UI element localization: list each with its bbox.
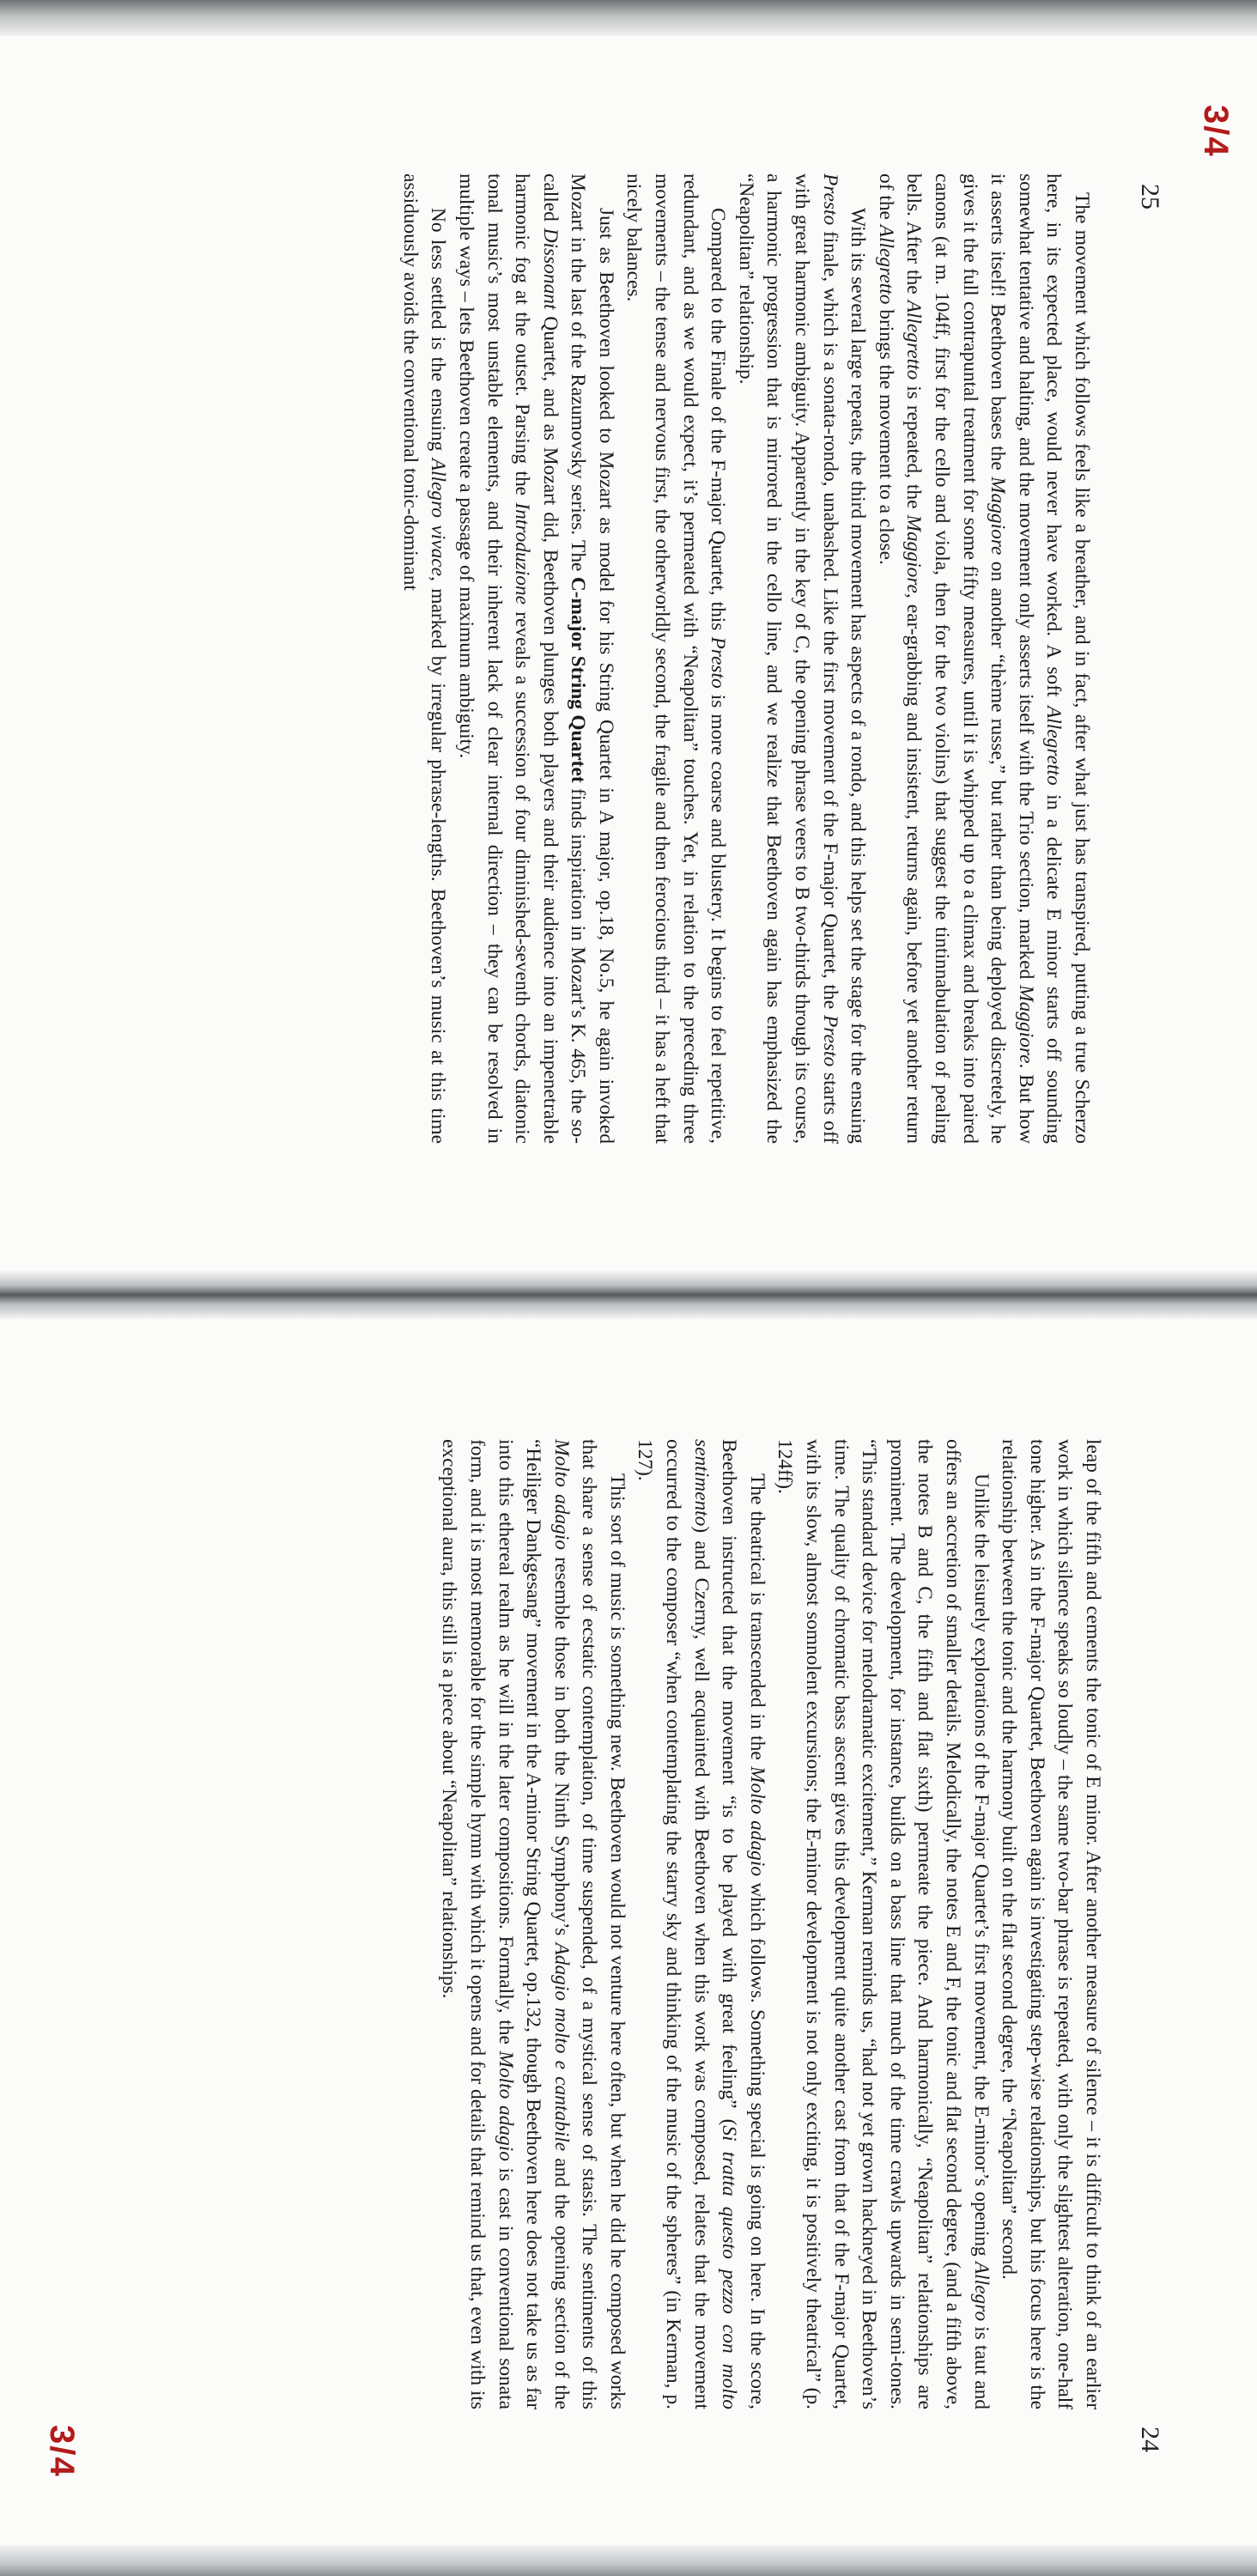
page-24-content [0,1319,1257,2545]
page-number: 25 [1136,184,1164,210]
italic-term: Si tratta questo pezzo con molto sentimento [689,1439,741,2410]
italic-term: Allegretto [902,300,926,380]
italic-term: Maggiore [987,477,1010,556]
italic-term: Allegro vivace [427,458,450,577]
paragraph: leap of the fifth and cements the tonic of E minor. After another measure of silence – it is difficult to think of an earlier work in which silence speaks so loudly – the same two-bar phrase is repeated, with only the slightest alteration, one-half tone higher. As in the F-major Quartet, Beethoven again is investigating step-wise relationships, but his focus here is the relationship between the tonic and the harmony built on the flat second degree, the “Neapolitan” second. [998,1439,1104,2409]
paragraph: Unlike the leisurely explorations of the F-major Quartet’s first movement, the E-minor’s opening Allegro is taut and offers an accretion of smaller details. Melodically, the notes E and F, the tonic and flat second degree, (and a fifth above, the notes B and C, the fifth and flat sixth) permeate the piece. And harmonically, “Neapolitan” relationships are prominent. The development, for instance, builds on a bass line that much of the time crawls upwards in semi-tones. “This standard device for melodramatic excitement,” Kerman reminds us, “had not yet grown hackneyed in Beethoven’s time. The quality of chromatic bass ascent gives this development quite another cast from that of the F-major Quartet, with its slow, almost somnolent excursions; the E-minor development is not only exciting, it is positively theatrical” (p. 124ff). [774,1439,993,2409]
italic-term: Presto [818,1014,841,1067]
page-25 [0,36,1257,1271]
page-24 [0,1319,1257,2545]
page-edge-top [0,0,1257,36]
italic-term: Maggiore [1014,985,1037,1064]
italic-term: Molto adagio [745,1765,768,1877]
italic-term: Allegretto [1042,705,1066,786]
book-gutter [0,1271,1257,1319]
italic-term: Maggiore [902,514,926,593]
italic-term: Molto adagio [550,1439,573,1550]
paragraph: This sort of music is something new. Beethoven would not venture here often, but when he did he composed works that share a sense of ecstatic contemplation, of time suspended, of a mystical sense of stasis. The sentiments of this Molto adagio resemble those in both the Ninth Symphony’s Adagio molto e cantabile and the opening section of the “Heiliger Dankgesang” movement in the A-minor String Quartet, op.132, though Beethoven here does not take us as far into this ethereal realm as he will in the later compositions. Formally, the Molto adagio is cast in conventional sonata form, and it is most memorable for the simple hymn with which it opens and for details that remind us that, even with its exceptional aura, this still is a piece about “Neapolitan” relationships. [438,1439,628,2410]
paragraph: Just as Beethoven looked to Mozart as model for his String Quartet in A major, op.18, No.5, he again invoked Mozart in the last of the Razumovsky series. The C-major String Quartet finds inspiration in Mozart’s K. 465, the so-called Dissonant Quartet, and as Mozart did, Beethoven plunges both players and their audience into an impenetrable harmonic fog at the outset. Parsing the Introduzione reveals a succession of four diminished-seventh chords, diatonic tonal music’s most unstable elements, and their inherent lack of clear internal direction – they can be resolved in multiple ways – lets Beethoven create a passage of maximum ambiguity. [454,173,617,1145]
italic-term: Dissonant [538,228,562,310]
paragraph: With its several large repeats, the third movement has aspects of a rondo, and this helps set the stage for the ensuing Presto finale, which is a sonata-rondo, unabashed. Like the first movement of the F-major Quartet, the Presto starts off with great harmonic ambiguity. Apparently in the key of C, the opening phrase veers to B two-thirds through its course, a harmonic progression that is mirrored in the cello line, and we realize that Beethoven again has emphasized the “Neapolitan” relationship. [734,173,870,1145]
body-text [435,1439,1107,2409]
italic-term: Presto [707,636,730,689]
paragraph: The theatrical is transcended in the Molto adagio which follows. Something special is going on here. In the score, Beethoven instructed that the movement “is to be played with great feeling” (Si tratta questo pezzo con molto sentimento) and Czerny, well acquainted with Beethoven when this work was composed, relates that the movement occurred to the composer “when contemplating the starry sky and thinking of the music of the spheres” (in Kerman, p. 127). [634,1439,768,2410]
italic-term: Molto adagio [494,2050,517,2161]
italic-term: Allegro [969,2261,993,2322]
chapter-marker: 3/4 [43,2425,81,2478]
paragraph: The movement which follows feels like a breather, and in fact, after what just has transpired, putting a true Scherzo here, in its expected place, would never have worked. A soft Allegretto in a delicate E minor starts off sounding somewhat tentative and halting, and the movement only asserts itself with the Trio section, marked Maggiore. But how it asserts itself! Beethoven bases the Maggiore on another “thème russe,” but rather than being deployed discretely, he gives it the full contrapuntal treatment for some fifty measures, until it is whipped up to a climax and breaks into paired canons (at m. 104ff, first for the cello and viola, then for the two violins) that suggest the tintinnabulation of pealing bells. After the Allegretto is repeated, the Maggiore, ear-grabbing and insistent, returns again, before yet another return of the Allegretto brings the movement to a close. [874,173,1093,1144]
italic-term: Adagio molto e cantabile [550,1942,573,2152]
page-25-content [0,36,1257,1271]
page-edge-bottom [0,2545,1257,2576]
italic-term: Allegretto [874,224,897,305]
bold-term: C-major String Quartet [567,576,590,783]
page-number: 24 [1136,2427,1164,2452]
paragraph: No less settled is the ensuing Allegro vivace, marked by irregular phrase-lengths. Beethoven’s music at this time assiduously avoids the conventional tonic-dominant [398,173,450,1144]
body-text [396,173,1096,1144]
italic-term: Presto [818,173,841,226]
italic-term: Introduzione [511,502,534,605]
chapter-marker: 3/4 [1197,105,1235,158]
paragraph: Compared to the Finale of the F-major Quartet, this Presto is more coarse and blustery. It begins to feel repetitive, redundant, and as we would expect, it’s permeated with “Neapolitan” touches. Yet, in relation to the preceding three movements – the tense and nervous first, the otherworldly second, the fragile and then ferocious third – it has a heft that nicely balances. [622,173,730,1144]
